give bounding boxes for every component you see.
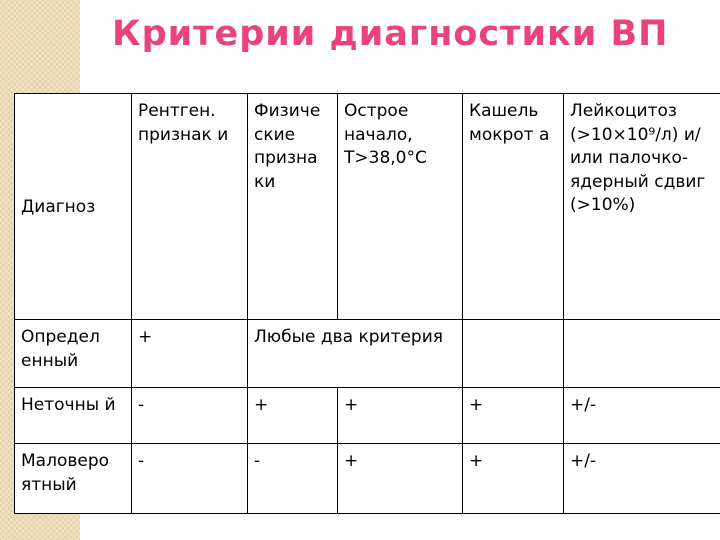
cell-cough-empty: [463, 320, 564, 388]
slide-title: Критерии диагностики ВП: [112, 14, 669, 54]
table-row: [15, 388, 720, 444]
header-leukocytosis: Лейкоцитоз (>10×10⁹/л) и/или палочко-ядерный сдвиг (>10%): [564, 94, 720, 320]
cell-onset: +: [338, 388, 463, 444]
cell-physical: +: [248, 388, 338, 444]
cell-cough: +: [463, 388, 564, 444]
cell-diagnosis: Неточны й: [15, 388, 132, 444]
table-header-row: [15, 94, 720, 320]
cell-physical: -: [248, 444, 338, 514]
table-row: [15, 320, 720, 388]
cell-xray: -: [132, 388, 248, 444]
header-physical: Физиче ские призна ки: [248, 94, 338, 320]
criteria-table: [14, 93, 720, 514]
table-row: [15, 444, 720, 514]
cell-onset: +: [338, 444, 463, 514]
cell-xray: +: [132, 320, 248, 388]
header-cough: Кашель мокрот а: [463, 94, 564, 320]
header-onset: Острое начало, Т>38,0°С: [338, 94, 463, 320]
cell-cough: +: [463, 444, 564, 514]
cell-leuko: +/-: [564, 444, 720, 514]
cell-diagnosis: Определ енный: [15, 320, 132, 388]
header-xray: Рентген. признак и: [132, 94, 248, 320]
cell-leuko: +/-: [564, 388, 720, 444]
cell-diagnosis: Маловеро ятный: [15, 444, 132, 514]
header-diagnosis: Диагноз: [15, 94, 132, 320]
cell-any-two-criteria: Любые два критерия: [248, 320, 463, 388]
cell-xray: -: [132, 444, 248, 514]
cell-leuko-empty: [564, 320, 720, 388]
